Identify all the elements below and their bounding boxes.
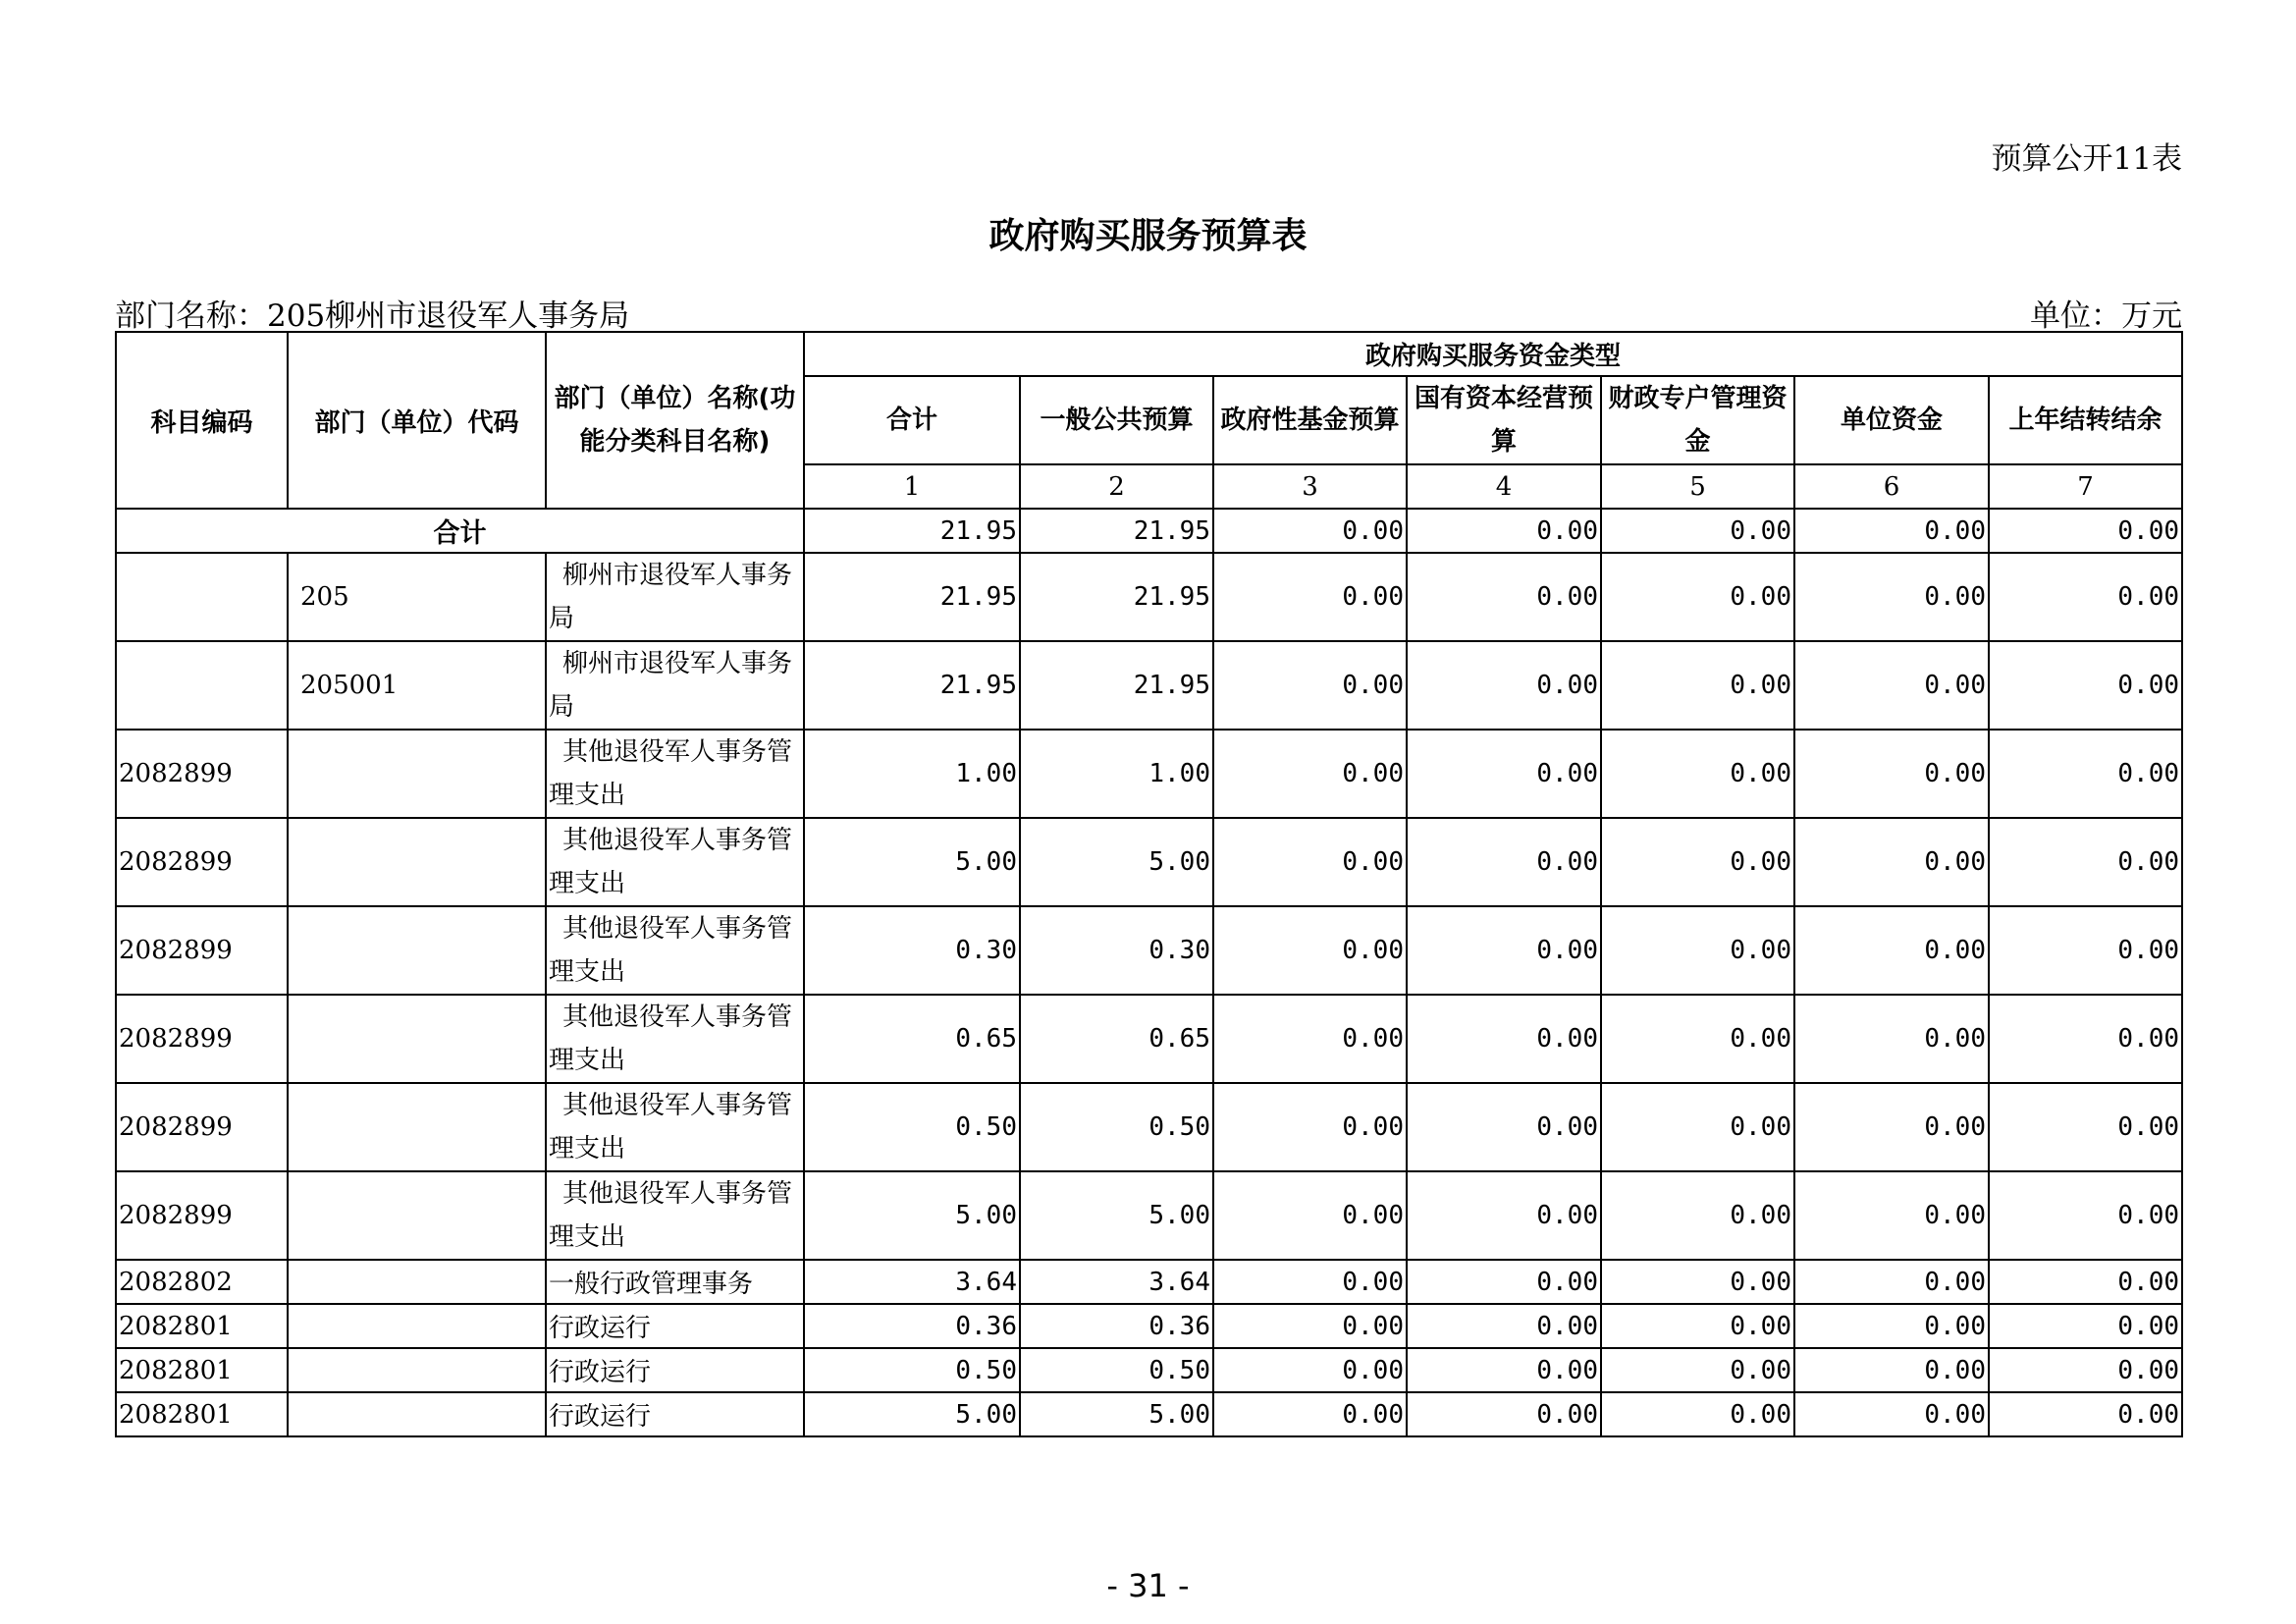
dept-name-cell: 柳州市退役军人事务局: [546, 641, 804, 730]
dept-code-cell: [288, 1392, 546, 1436]
page-number: - 31 -: [1106, 1567, 1190, 1604]
amount-cell: 0.00: [1213, 1083, 1407, 1171]
amount-cell: 21.95: [1020, 553, 1213, 641]
header-fund-column: 单位资金: [1794, 376, 1989, 464]
dept-name-cell: 其他退役军人事务管理支出: [546, 818, 804, 906]
header-column-index: 6: [1794, 464, 1989, 509]
budget-table: [115, 331, 2183, 1437]
amount-cell: 0.00: [1989, 1083, 2182, 1171]
dept-code-cell: [288, 995, 546, 1083]
header-fund-column: 一般公共预算: [1020, 376, 1213, 464]
subject-code-cell: 2082802: [116, 1260, 288, 1304]
dept-code-cell: [288, 1348, 546, 1392]
amount-cell: 21.95: [804, 553, 1020, 641]
table-row: [116, 1348, 2182, 1392]
dept-code-cell: 205: [288, 553, 546, 641]
dept-code-cell: [288, 906, 546, 995]
amount-cell: 0.00: [1794, 1392, 1989, 1436]
dept-name-cell: 柳州市退役军人事务局: [546, 553, 804, 641]
total-value: 0.00: [1794, 509, 1989, 553]
header-fund-column: 合计: [804, 376, 1020, 464]
amount-cell: 0.00: [1601, 641, 1794, 730]
amount-cell: 0.00: [1989, 906, 2182, 995]
subject-code-cell: 2082899: [116, 818, 288, 906]
amount-cell: 0.00: [1989, 641, 2182, 730]
amount-cell: 0.00: [1601, 995, 1794, 1083]
amount-cell: 0.00: [1213, 818, 1407, 906]
amount-cell: 0.00: [1794, 818, 1989, 906]
amount-cell: 0.00: [1989, 1171, 2182, 1260]
amount-cell: 0.00: [1989, 1348, 2182, 1392]
header-dept-name: 部门（单位）名称(功能分类科目名称): [546, 332, 804, 509]
amount-cell: 0.30: [1020, 906, 1213, 995]
dept-name-cell: 一般行政管理事务: [546, 1260, 804, 1304]
header-column-index: 7: [1989, 464, 2182, 509]
header-fund-column: 国有资本经营预算: [1407, 376, 1601, 464]
table-row: [116, 1304, 2182, 1348]
header-column-index: 4: [1407, 464, 1601, 509]
amount-cell: 0.50: [1020, 1348, 1213, 1392]
amount-cell: 0.50: [1020, 1083, 1213, 1171]
dept-code-cell: [288, 1171, 546, 1260]
amount-cell: 5.00: [804, 1392, 1020, 1436]
amount-cell: 0.50: [804, 1083, 1020, 1171]
amount-cell: 5.00: [1020, 818, 1213, 906]
header-fund-column: 政府性基金预算: [1213, 376, 1407, 464]
dept-name-cell: 行政运行: [546, 1348, 804, 1392]
header-column-index: 3: [1213, 464, 1407, 509]
amount-cell: 3.64: [1020, 1260, 1213, 1304]
amount-cell: 0.00: [1213, 995, 1407, 1083]
amount-cell: 0.00: [1989, 995, 2182, 1083]
amount-cell: 0.00: [1407, 1083, 1601, 1171]
dept-name-cell: 行政运行: [546, 1392, 804, 1436]
dept-name-cell: 其他退役军人事务管理支出: [546, 730, 804, 818]
table-row: [116, 730, 2182, 818]
amount-cell: 0.00: [1407, 1392, 1601, 1436]
amount-cell: 21.95: [804, 641, 1020, 730]
amount-cell: 0.36: [804, 1304, 1020, 1348]
amount-cell: 0.00: [1989, 730, 2182, 818]
amount-cell: 0.00: [1794, 1171, 1989, 1260]
amount-cell: 0.00: [1989, 818, 2182, 906]
amount-cell: 0.00: [1213, 641, 1407, 730]
amount-cell: 0.50: [804, 1348, 1020, 1392]
subject-code-cell: 2082899: [116, 906, 288, 995]
total-value: 0.00: [1213, 509, 1407, 553]
amount-cell: 0.00: [1794, 641, 1989, 730]
amount-cell: 0.00: [1989, 1260, 2182, 1304]
page-title: 政府购买服务预算表: [988, 216, 1308, 256]
amount-cell: 0.00: [1213, 906, 1407, 995]
amount-cell: 0.00: [1213, 1260, 1407, 1304]
amount-cell: 0.00: [1601, 730, 1794, 818]
dept-code-cell: [288, 1304, 546, 1348]
subject-code-cell: 2082899: [116, 730, 288, 818]
header-fund-column: 上年结转结余: [1989, 376, 2182, 464]
dept-code-cell: [288, 818, 546, 906]
subject-code-cell: 2082801: [116, 1348, 288, 1392]
header-fund-column: 财政专户管理资金: [1601, 376, 1794, 464]
department-name: 部门名称：205柳州市退役军人事务局: [115, 298, 630, 334]
amount-cell: 0.00: [1601, 1083, 1794, 1171]
amount-cell: 5.00: [1020, 1392, 1213, 1436]
dept-code-cell: 205001: [288, 641, 546, 730]
subject-code-cell: 2082899: [116, 995, 288, 1083]
amount-cell: 3.64: [804, 1260, 1020, 1304]
amount-cell: 5.00: [804, 1171, 1020, 1260]
amount-cell: 0.00: [1213, 553, 1407, 641]
table-row: [116, 553, 2182, 641]
total-value: 21.95: [1020, 509, 1213, 553]
amount-cell: 1.00: [1020, 730, 1213, 818]
table-row: [116, 1392, 2182, 1436]
amount-cell: 0.00: [1601, 1304, 1794, 1348]
unit-label: 单位：万元: [2030, 298, 2182, 334]
dept-code-cell: [288, 730, 546, 818]
amount-cell: 0.00: [1407, 730, 1601, 818]
total-value: 0.00: [1407, 509, 1601, 553]
table-number-label: 预算公开11表: [1991, 141, 2182, 177]
subject-code-cell: 2082899: [116, 1083, 288, 1171]
amount-cell: 0.00: [1213, 1348, 1407, 1392]
amount-cell: 0.00: [1989, 1304, 2182, 1348]
amount-cell: 21.95: [1020, 641, 1213, 730]
amount-cell: 0.00: [1794, 995, 1989, 1083]
amount-cell: 5.00: [804, 818, 1020, 906]
amount-cell: 0.65: [804, 995, 1020, 1083]
dept-name-cell: 其他退役军人事务管理支出: [546, 906, 804, 995]
table-row: [116, 995, 2182, 1083]
amount-cell: 0.00: [1989, 553, 2182, 641]
dept-name-cell: 其他退役军人事务管理支出: [546, 1083, 804, 1171]
amount-cell: 0.00: [1407, 995, 1601, 1083]
amount-cell: 0.00: [1407, 818, 1601, 906]
amount-cell: 0.00: [1213, 1304, 1407, 1348]
amount-cell: 0.00: [1407, 641, 1601, 730]
dept-code-cell: [288, 1083, 546, 1171]
amount-cell: 0.00: [1407, 1304, 1601, 1348]
subject-code-cell: 2082801: [116, 1304, 288, 1348]
subject-code-cell: [116, 641, 288, 730]
amount-cell: 0.00: [1601, 1260, 1794, 1304]
amount-cell: 0.00: [1407, 1260, 1601, 1304]
amount-cell: 1.00: [804, 730, 1020, 818]
amount-cell: 0.00: [1601, 1171, 1794, 1260]
amount-cell: 0.00: [1601, 818, 1794, 906]
total-value: 21.95: [804, 509, 1020, 553]
table-row: [116, 1260, 2182, 1304]
amount-cell: 0.00: [1213, 1171, 1407, 1260]
header-fund-type-group: 政府购买服务资金类型: [804, 332, 2182, 376]
total-row: [116, 509, 2182, 553]
amount-cell: 0.00: [1601, 1348, 1794, 1392]
amount-cell: 0.00: [1794, 906, 1989, 995]
header-column-index: 2: [1020, 464, 1213, 509]
amount-cell: 0.00: [1794, 1260, 1989, 1304]
table-row: [116, 818, 2182, 906]
table-row: [116, 906, 2182, 995]
amount-cell: 0.00: [1794, 730, 1989, 818]
table-row: [116, 641, 2182, 730]
amount-cell: 0.30: [804, 906, 1020, 995]
amount-cell: 0.00: [1601, 1392, 1794, 1436]
amount-cell: 0.36: [1020, 1304, 1213, 1348]
amount-cell: 0.00: [1213, 1392, 1407, 1436]
amount-cell: 0.65: [1020, 995, 1213, 1083]
total-value: 0.00: [1989, 509, 2182, 553]
amount-cell: 0.00: [1794, 1304, 1989, 1348]
dept-name-cell: 其他退役军人事务管理支出: [546, 1171, 804, 1260]
table-row: [116, 1171, 2182, 1260]
amount-cell: 0.00: [1601, 553, 1794, 641]
header-column-index: 1: [804, 464, 1020, 509]
amount-cell: 0.00: [1407, 1171, 1601, 1260]
table-row: [116, 1083, 2182, 1171]
total-value: 0.00: [1601, 509, 1794, 553]
dept-name-cell: 其他退役军人事务管理支出: [546, 995, 804, 1083]
amount-cell: 0.00: [1407, 553, 1601, 641]
amount-cell: 0.00: [1407, 1348, 1601, 1392]
amount-cell: 0.00: [1213, 730, 1407, 818]
header-subject-code: 科目编码: [116, 332, 288, 509]
header-dept-code: 部门（单位）代码: [288, 332, 546, 509]
amount-cell: 0.00: [1794, 553, 1989, 641]
amount-cell: 0.00: [1989, 1392, 2182, 1436]
dept-name-cell: 行政运行: [546, 1304, 804, 1348]
amount-cell: 0.00: [1601, 906, 1794, 995]
subject-code-cell: [116, 553, 288, 641]
subject-code-cell: 2082801: [116, 1392, 288, 1436]
subject-code-cell: 2082899: [116, 1171, 288, 1260]
amount-cell: 0.00: [1794, 1348, 1989, 1392]
amount-cell: 0.00: [1794, 1083, 1989, 1171]
dept-code-cell: [288, 1260, 546, 1304]
amount-cell: 0.00: [1407, 906, 1601, 995]
header-column-index: 5: [1601, 464, 1794, 509]
amount-cell: 5.00: [1020, 1171, 1213, 1260]
total-label: 合计: [116, 509, 804, 553]
